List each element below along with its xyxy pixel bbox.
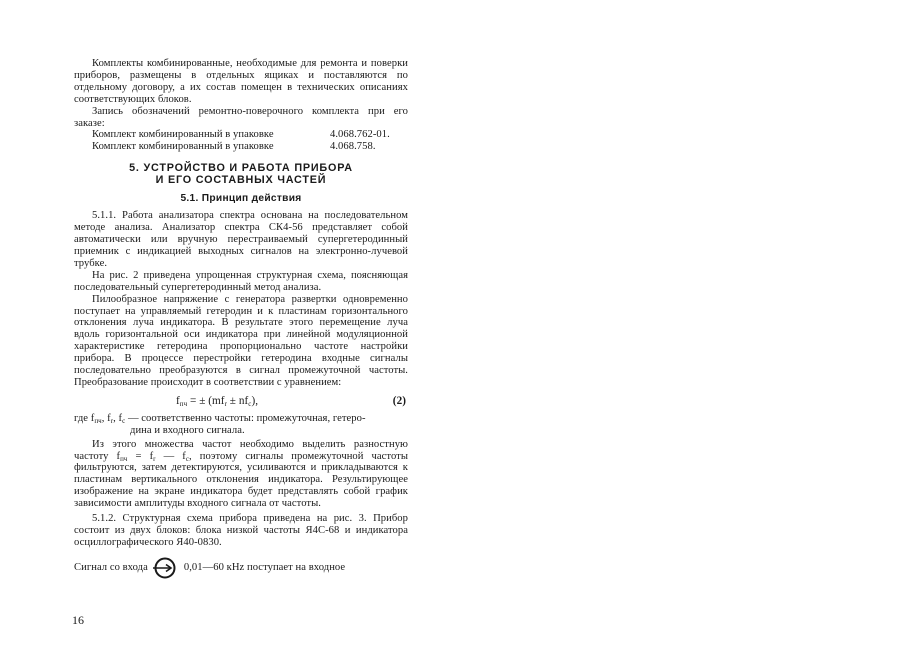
page-number: 16 <box>72 613 84 627</box>
where-sub: r <box>110 416 114 425</box>
formula-rhs-c: ), <box>251 394 259 407</box>
kit-line-2 <box>74 141 408 153</box>
subsection-title: 5.1. Принцип действия <box>180 193 302 205</box>
kit-name: Комплект комбинированный в упаковке <box>92 129 274 141</box>
paragraph-fig2: На рис. 2 приведена упрощенная структурная схема, поясняющая последовательный супергетеродинный метод анализа. <box>74 269 408 293</box>
formula-lhs: f <box>176 394 180 407</box>
coax-input-symbol-icon <box>152 557 178 579</box>
where-line: где $f_{пч}$, $f_r$, $f_c$ — соответственно частоты: промежуточная, гетеро- <box>74 412 366 425</box>
where-continuation: дина и входного сигнала. <box>130 424 245 436</box>
formula-sub-c: c <box>248 399 252 408</box>
formula-lhs-sub: пч <box>179 399 188 408</box>
kit-code: 4.068.762-01. <box>330 129 390 141</box>
formula-rhs-b: ± nf <box>226 394 249 407</box>
section-title <box>74 162 408 186</box>
last-line-end: 0,01—60 кHz поступает на входное <box>183 561 346 573</box>
formula-2 <box>74 393 408 409</box>
where-sub: c <box>122 416 126 425</box>
select-text-a: Из этого множества частот необходимо выделить разностную частоту f <box>74 438 408 462</box>
where-text: — соответственно частоты: промежуточная, гетеро- <box>125 412 366 424</box>
where-sub: пч <box>94 416 102 425</box>
formula-sub-r: r <box>224 399 227 408</box>
select-sub: c <box>185 454 189 463</box>
section-title-line-2: И ЕГО СОСТАВНЫХ ЧАСТЕЙ <box>155 174 327 187</box>
where-block <box>74 413 408 437</box>
paragraph-5-1-1: 5.1.1. Работа анализатора спектра основана на последовательном методе анализа. Анализатор спектра СК4-56 представляет собой автоматически или вручную перестраиваемый супергетеродинный приемник с индикацией выходных сигналов на электронно-лучевой трубке. <box>74 210 408 269</box>
intro-paragraph: Комплекты комбинированные, необходимые для ремонта и поверки приборов, размещены в отдельных ящиках и поставляются по отдельному договору, а их состав помещен в технических описаниях соответствующих блоков. <box>74 58 408 105</box>
last-line <box>74 557 408 579</box>
select-text-c: — f <box>155 450 186 462</box>
select-sub: пч <box>120 454 128 463</box>
paragraph-5-1-2: 5.1.2. Структурная схема прибора приведена на рис. 3. Прибор состоит из двух блоков: блока низкой частоты Я4С-68 и индикатора осциллографического Я40-0830. <box>74 513 408 548</box>
where-sym: f <box>107 412 111 424</box>
paragraph-select <box>74 439 408 510</box>
record-paragraph: Запись обозначений ремонтно-поверочного комплекта при его заказе: <box>74 105 408 129</box>
formula-rhs-a: = ± (mf <box>187 394 225 407</box>
where-sym: f <box>90 412 95 424</box>
select-text-d: , поэтому сигналы промежуточной частоты фильтруются, затем детектируются, усиливаются и прикладываются к пластинам вертикального отклонения индикатора. Результирующее изображение на экране индикатора будет представлять собой график зависимости амплитуды входного сигнала от частоты. <box>74 450 408 510</box>
where-sym: f <box>118 412 123 424</box>
select-text-b: = f <box>127 450 154 462</box>
section-title-line-1: 5. УСТРОЙСТВО И РАБОТА ПРИБОРА <box>129 162 353 175</box>
kit-name: Комплект комбинированный в упаковке <box>92 141 274 153</box>
kit-line-1 <box>74 129 408 141</box>
formula-expression <box>176 393 258 409</box>
select-sub: r <box>153 454 156 463</box>
paragraph-sawtooth: Пилообразное напряжение с генератора развертки одновременно поступает на управляемый гетеродин и к пластинам горизонтального отклонения луча индикатора. В результате этого перемещение луча вдоль горизонтальной оси индикатора при линейной модуляционной характеристике гетеродина пропорционально частоте настройки прибора. В процессе перестройки гетеродина входные сигналы последовательно преобразуются в сигнал промежуточной частоты. Преобразование происходит в соответствии с уравнением: <box>74 293 408 388</box>
kit-code: 4.068.758. <box>330 141 376 153</box>
last-line-start: Сигнал со входа <box>74 561 148 573</box>
where-prefix: где <box>74 412 89 424</box>
text-column <box>74 58 408 579</box>
formula-number: (2) <box>392 394 406 407</box>
